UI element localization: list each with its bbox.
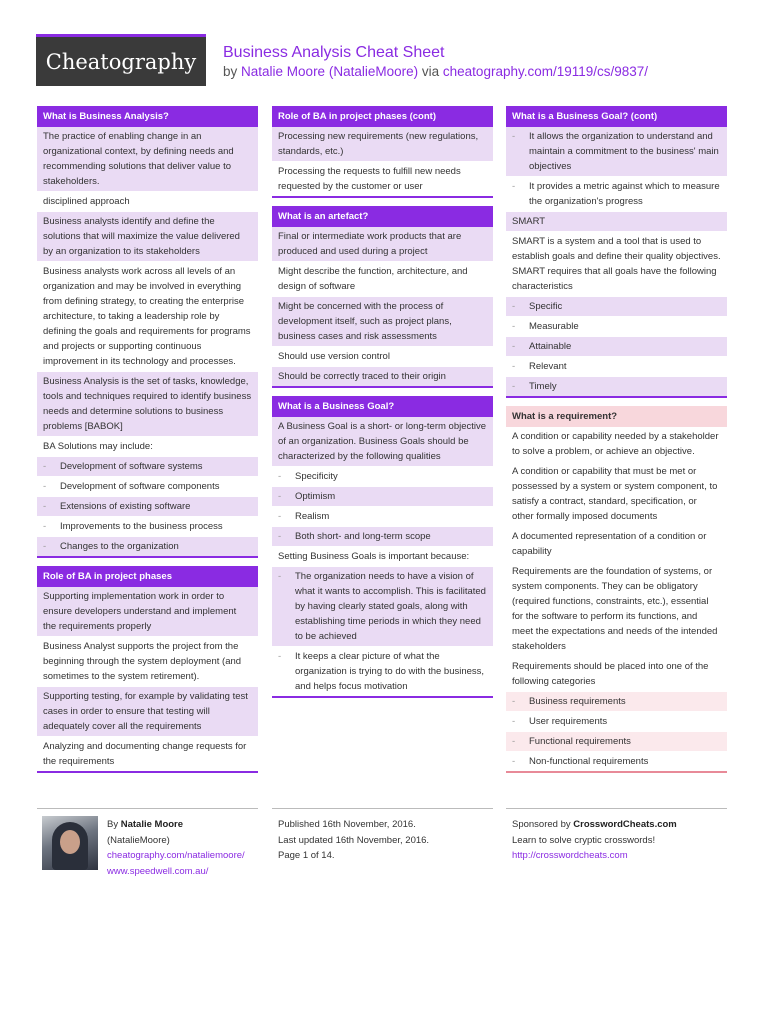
section-what-is-business-analysis [37, 106, 258, 558]
footer-publication [278, 817, 429, 864]
dash-marker: - [43, 541, 47, 552]
content-row: Final or intermediate work products that are produced and used during a project [272, 227, 493, 261]
content-row: Requirements are the foundation of systems, or system components. They can be obligatory (required functions, constraints, etc.), essential for the software to perform its functions, and meet the expectations and needs of the intended stakeholders [506, 561, 727, 656]
byline-by: by [223, 64, 238, 79]
section-heading: What is Business Analysis? [37, 106, 258, 127]
cheatography-logo[interactable]: Cheatography [36, 34, 206, 86]
bullet-row [506, 376, 727, 396]
bullet-row [272, 466, 493, 486]
dash-marker: - [278, 471, 282, 482]
section-role-of-ba [37, 566, 258, 773]
bullet-text: Functional requirements [529, 736, 631, 747]
bullet-row [272, 566, 493, 646]
footer-sponsor-tagline: Learn to solve cryptic crosswords! [512, 834, 656, 846]
content-row: A condition or capability needed by a stakeholder to solve a problem, or achieve an objective. [512, 431, 719, 457]
content-row: The practice of enabling change in an organizational context, by defining needs and recommending solutions that deliver value to stakeholders. [37, 127, 258, 191]
bullet-text: Measurable [529, 321, 579, 332]
bullet-text: Improvements to the business process [60, 521, 223, 532]
content-row: SMART [506, 211, 727, 231]
bullet-text: Business requirements [529, 696, 626, 707]
page-title: Business Analysis Cheat Sheet [223, 44, 445, 61]
content-row: Supporting testing, for example by validating test cases in order to ensure that testing will adequately cover all the requirements [37, 686, 258, 736]
bullet-text: Attainable [529, 341, 572, 352]
section-business-goal-cont [506, 106, 727, 398]
column-1 [37, 106, 258, 781]
dash-marker: - [512, 301, 516, 312]
footer-author-handle: (NatalieMoore) [107, 834, 170, 846]
bullet-row [37, 516, 258, 536]
bullet-text: Changes to the organization [60, 541, 179, 552]
bullet-text: Non-functional requirements [529, 756, 649, 767]
section-heading: What is a Business Goal? [272, 396, 493, 417]
dash-marker: - [278, 651, 282, 662]
footer-sponsor-name: CrosswordCheats.com [573, 819, 677, 830]
content-row: Business analysts work across all levels of an organization and may be involved in everything from defining strategy, to creating the enterprise architecture, to taking a leadership role by defining the goals and requirements for programs and projects or supporting continuous improvement in its technology and processes. [37, 261, 258, 371]
dash-marker: - [512, 341, 516, 352]
dash-marker: - [512, 361, 516, 372]
footer-author [107, 817, 245, 879]
content-row: Supporting implementation work in order to ensure developers understand and implement the requirements properly [37, 587, 258, 636]
bullet-row [272, 486, 493, 506]
dash-marker: - [278, 491, 282, 502]
author-link[interactable]: Natalie Moore (NatalieMoore) [241, 64, 419, 79]
bullet-row [506, 711, 727, 731]
column-3 [506, 106, 727, 781]
dash-marker: - [512, 181, 516, 192]
footer-author-site-link[interactable]: www.speedwell.com.au/ [107, 865, 209, 877]
avatar-face [60, 830, 80, 854]
bullet-row [37, 456, 258, 476]
byline [223, 64, 648, 79]
footer-published: Published 16th November, 2016. [278, 819, 416, 830]
byline-via: via [421, 64, 440, 79]
content-row: disciplined approach [37, 191, 258, 211]
content-row: A Business Goal is a short- or long-term objective of an organization. Business Goals should be characterized by the following qualities [272, 417, 493, 466]
dash-marker: - [278, 571, 282, 582]
bullet-row [506, 296, 727, 316]
content-row: Might describe the function, architecture, and design of software [272, 261, 493, 296]
footer-divider [272, 808, 493, 809]
footer-divider [506, 808, 727, 809]
column-2 [272, 106, 493, 706]
footer-sponsor-line [512, 817, 677, 833]
bullet-text: Timely [529, 381, 557, 392]
bullet-text: The organization needs to have a vision of what it wants to accomplish. This is facilitated by having clearly stated goals, along with establishing time periods in which they need to be achieved [295, 571, 486, 642]
content-row: Might be concerned with the process of development itself, such as project plans, business cases and risk assessments [272, 296, 493, 346]
bullet-row [37, 536, 258, 556]
bullet-text: Development of software components [60, 481, 220, 492]
section-what-is-artefact [272, 206, 493, 388]
bullet-row [37, 476, 258, 496]
content-row: Requirements should be placed into one of the following categories [506, 656, 727, 691]
section-what-is-requirement [506, 406, 727, 773]
footer-divider [37, 808, 258, 809]
bullet-text: It provides a metric against which to measure the organization's progress [529, 181, 720, 207]
section-role-of-ba-cont [272, 106, 493, 198]
bullet-text: Extensions of existing software [60, 501, 191, 512]
bullet-text: Development of software systems [60, 461, 203, 472]
dash-marker: - [43, 501, 47, 512]
bullet-row [506, 731, 727, 751]
section-heading: Role of BA in project phases (cont) [272, 106, 493, 127]
content-row: Business Analyst supports the project from the beginning through the system deployment (and sometimes to the system retirement). [37, 636, 258, 686]
dash-marker: - [278, 511, 282, 522]
footer-author-profile-link[interactable]: cheatography.com/nataliemoore/ [107, 850, 245, 861]
content-row: Processing the requests to fulfill new needs requested by the customer or user [272, 161, 493, 196]
content-row: A condition or capability that must be met or possessed by a system or system component, to satisfy a contract, standard, specification, or other formally imposed documents [506, 461, 727, 526]
bullet-row [506, 316, 727, 336]
bullet-row [272, 506, 493, 526]
bullet-row [506, 336, 727, 356]
section-heading: What is an artefact? [272, 206, 493, 227]
section-business-goal [272, 396, 493, 698]
dash-marker: - [512, 131, 516, 142]
bullet-row [37, 496, 258, 516]
content-row: Setting Business Goals is important because: [272, 546, 493, 566]
sheet-url-link[interactable]: cheatography.com/19119/cs/9837/ [442, 64, 649, 79]
footer-author-name: Natalie Moore [120, 819, 184, 830]
dash-marker: - [43, 521, 47, 532]
dash-marker: - [512, 716, 516, 727]
bullet-text: Relevant [529, 361, 567, 372]
section-heading: What is a requirement? [506, 406, 727, 427]
bullet-text: It keeps a clear picture of what the organization is trying to do with the business, and helps focus motivation [295, 651, 485, 692]
dash-marker: - [43, 461, 47, 472]
footer-updated: Last updated 16th November, 2016. [278, 834, 430, 846]
bullet-row [506, 356, 727, 376]
content-row: A documented representation of a condition or capability [506, 526, 727, 561]
bullet-row [506, 751, 727, 771]
dash-marker: - [278, 531, 282, 542]
bullet-row [272, 646, 493, 696]
content-row: Processing new requirements (new regulations, standards, etc.) [272, 127, 493, 161]
content-row: Analyzing and documenting change requests for the requirements [37, 736, 258, 771]
dash-marker: - [512, 756, 516, 767]
content-row: Should be correctly traced to their origin [272, 366, 493, 386]
dash-marker: - [43, 481, 47, 492]
section-heading: Role of BA in project phases [37, 566, 258, 587]
bullet-text: User requirements [529, 716, 608, 727]
content-row: Business analysts identify and define the solutions that will maximize the value delivered by an organization to its stakeholders [37, 211, 258, 261]
footer-sponsor-link[interactable]: http://crosswordcheats.com [512, 850, 628, 861]
dash-marker: - [512, 381, 516, 392]
section-heading: What is a Business Goal? (cont) [506, 106, 727, 127]
footer-sponsor [512, 817, 677, 864]
bullet-text: Optimism [295, 491, 336, 502]
author-avatar [42, 816, 98, 870]
content-row: SMART is a system and a tool that is used to establish goals and define their quality objectives. SMART requires that all goals have the following characteristics [506, 231, 727, 296]
bullet-row [506, 691, 727, 711]
dash-marker: - [512, 696, 516, 707]
footer-by-label: By [107, 819, 119, 830]
footer-sponsored-label: Sponsored by [512, 819, 571, 830]
bullet-text: Realism [295, 511, 330, 522]
bullet-row [272, 526, 493, 546]
content-row: Should use version control [272, 346, 493, 366]
content-row: Business Analysis is the set of tasks, knowledge, tools and techniques required to identify business needs and determine solutions to business problems [BABOK] [37, 371, 258, 436]
bullet-row [506, 176, 727, 211]
footer-page-number: Page 1 of 14. [278, 850, 335, 861]
dash-marker: - [512, 321, 516, 332]
bullet-text: It allows the organization to understand and maintain a commitment to the business' main objectives [529, 131, 719, 172]
dash-marker: - [512, 736, 516, 747]
content-row: BA Solutions may include: [37, 436, 258, 456]
bullet-text: Both short- and long-term scope [295, 531, 431, 542]
bullet-row [506, 127, 727, 176]
footer-author-line [107, 817, 245, 833]
bullet-text: Specific [529, 301, 563, 312]
bullet-text: Specificity [295, 471, 338, 482]
